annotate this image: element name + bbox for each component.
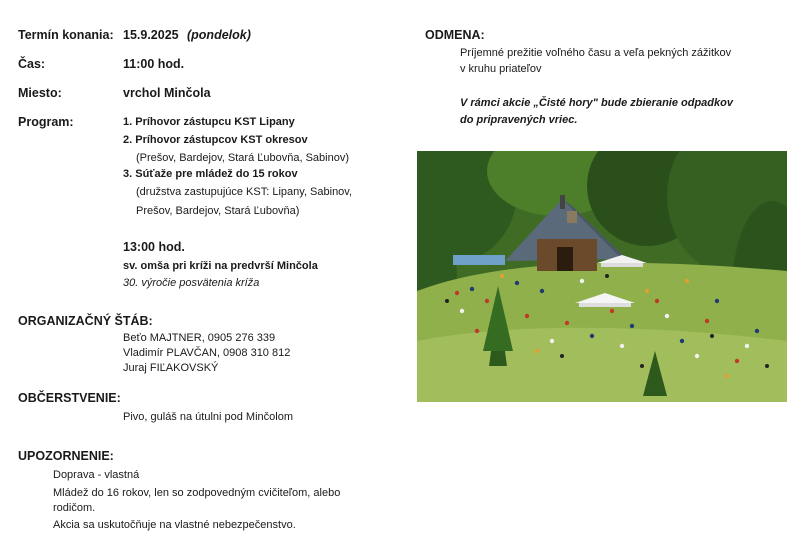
time-label: Čas: xyxy=(18,57,46,71)
program-item-3-detail-1: (družstva zastupujúce KST: Lipany, Sabinov, xyxy=(136,186,353,198)
event-photo xyxy=(417,151,787,402)
staff-line-3: Juraj FIĽAKOVSKÝ xyxy=(123,362,219,374)
date-label: Termín konania: xyxy=(18,28,114,42)
refreshments-text: Pivo, guláš na útulni pod Minčolom xyxy=(123,411,293,423)
date-day: (pondelok) xyxy=(187,28,251,42)
date-value: 15.9.2025 xyxy=(123,28,179,42)
notice-line-2b: rodičom. xyxy=(53,502,96,514)
time-value: 11:00 hod. xyxy=(123,57,185,71)
program-item-3-detail-2: Prešov, Bardejov, Stará Ľubovňa) xyxy=(136,205,300,217)
staff-line-2: Vladimír PLAVČAN, 0908 310 812 xyxy=(123,347,291,359)
staff-heading: ORGANIZAČNÝ ŠTÁB: xyxy=(18,314,153,328)
staff-line-1: Beťo MAJTNER, 0905 276 339 xyxy=(123,332,276,344)
reward-heading: ODMENA: xyxy=(425,28,485,42)
program-item-3: 3. Súťaže pre mládež do 15 rokov xyxy=(123,168,298,180)
place-label: Miesto: xyxy=(18,86,62,100)
program-item-1: 1. Príhovor zástupcu KST Lipany xyxy=(123,116,295,128)
reward-line-1: Príjemné prežitie voľného času a veľa pekných zážitkov xyxy=(460,47,732,59)
anniversary-text: 30. výročie posvätenia kríža xyxy=(123,277,260,289)
place-value: vrchol Minčola xyxy=(123,86,211,100)
mass-text: sv. omša pri kríži na predvrší Minčola xyxy=(123,260,318,272)
program-label: Program: xyxy=(18,115,74,129)
notice-line-1: Doprava - vlastná xyxy=(53,469,140,481)
photo-illustration xyxy=(417,151,787,402)
notice-heading: UPOZORNENIE: xyxy=(18,449,114,463)
program-item-2-detail: (Prešov, Bardejov, Stará Ľubovňa, Sabinov) xyxy=(136,152,349,164)
cleanup-line-1: V rámci akcie „Čisté hory" bude zbieranie odpadkov xyxy=(460,97,733,109)
mass-time: 13:00 hod. xyxy=(123,240,185,254)
refreshments-heading: OBČERSTVENIE: xyxy=(18,391,121,405)
program-item-2: 2. Príhovor zástupcov KST okresov xyxy=(123,134,308,146)
cleanup-line-2: do pripravených vriec. xyxy=(460,114,578,126)
notice-line-3: Akcia sa uskutočňuje na vlastné nebezpečenstvo. xyxy=(53,519,296,531)
reward-line-2: v kruhu priateľov xyxy=(460,63,542,75)
notice-line-2a: Mládež do 16 rokov, len so zodpovedným cvičiteľom, alebo xyxy=(53,487,341,499)
